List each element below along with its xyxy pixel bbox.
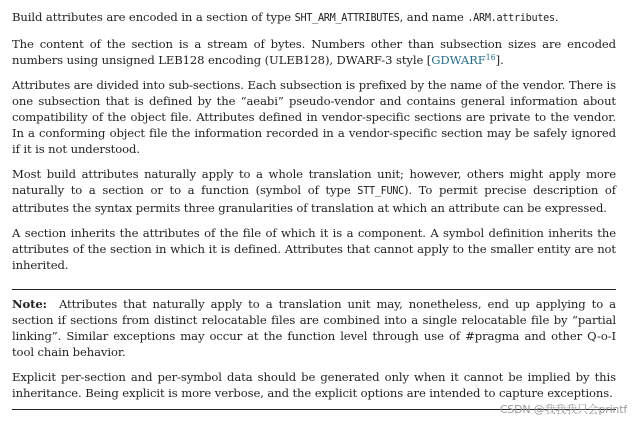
paragraph-encoding <box>12 9 616 27</box>
note-top-rule <box>12 289 616 290</box>
paragraph-text: Most build attributes naturally apply to a whole translation unit; however, others might apply more naturally to a section or to a function (symbol of type <box>12 167 616 197</box>
paragraph-text: Build attributes are encoded in a section of type <box>12 10 295 24</box>
paragraph-text: . <box>554 10 559 24</box>
paragraph-text: , and name <box>399 10 468 24</box>
paragraph-subsections: Attributes are divided into sub-sections. Each subsection is prefixed by the name of the vendor. There is one subsection that is defined by the “aeabi” pseudo-vendor and contains general information about compatibility of the object file. Attributes defined in vendor-specific sections are private to the vendor. In a conforming object file the information recorded in a vendor-specific section may be safely ignored if it is not understood. <box>12 78 616 156</box>
document-body <box>12 9 616 410</box>
reference-label: GDWARF <box>431 53 486 67</box>
paragraph-text: ]. <box>495 53 504 67</box>
paragraph-granularity <box>12 166 616 216</box>
note-block <box>12 296 616 401</box>
note-text: Attributes that naturally apply to a translation unit may, nonetheless, end up applying to a section if sections from distinct relocatable files are combined into a single relocatable file by “partial linking”. Similar exceptions may occur at the function level through use of #pragma and other Q-o-I tool chain behavior. <box>12 297 616 359</box>
paragraph-text: ). To permit precise description of attributes the syntax permits three granularities of translation at which an attribute can be expressed. <box>12 183 616 215</box>
note-label: Note: <box>12 297 47 311</box>
code-sht-arm-attributes: SHT_ARM_ATTRIBUTES <box>294 13 400 24</box>
code-stt-func: STT_FUNC <box>357 186 404 197</box>
paragraph-inheritance: A section inherits the attributes of the file of which it is a component. A symbol definition inherits the attributes of the section in which it is defined. Attributes that cannot apply to the smaller entity are not inherited. <box>12 226 616 272</box>
csdn-watermark: CSDN @我我我只会printf <box>499 403 627 416</box>
gdwarf-reference-link[interactable] <box>431 53 495 67</box>
paragraph-content <box>12 36 616 68</box>
paragraph-text: The content of the section is a stream of bytes. Numbers other than subsection sizes are encoded numbers using unsigned LEB128 encoding (ULEB128), DWARF-3 style [ <box>12 37 616 67</box>
note-paragraph <box>12 296 616 360</box>
reference-footnote-number: 16 <box>485 53 496 62</box>
code-section-name: .ARM.attributes <box>467 13 555 24</box>
note-paragraph-explicit: Explicit per-section and per-symbol data should be generated only when it cannot be implied by this inheritance. Being explicit is more verbose, and the explicit options are intended to capture exceptions. <box>12 370 616 400</box>
